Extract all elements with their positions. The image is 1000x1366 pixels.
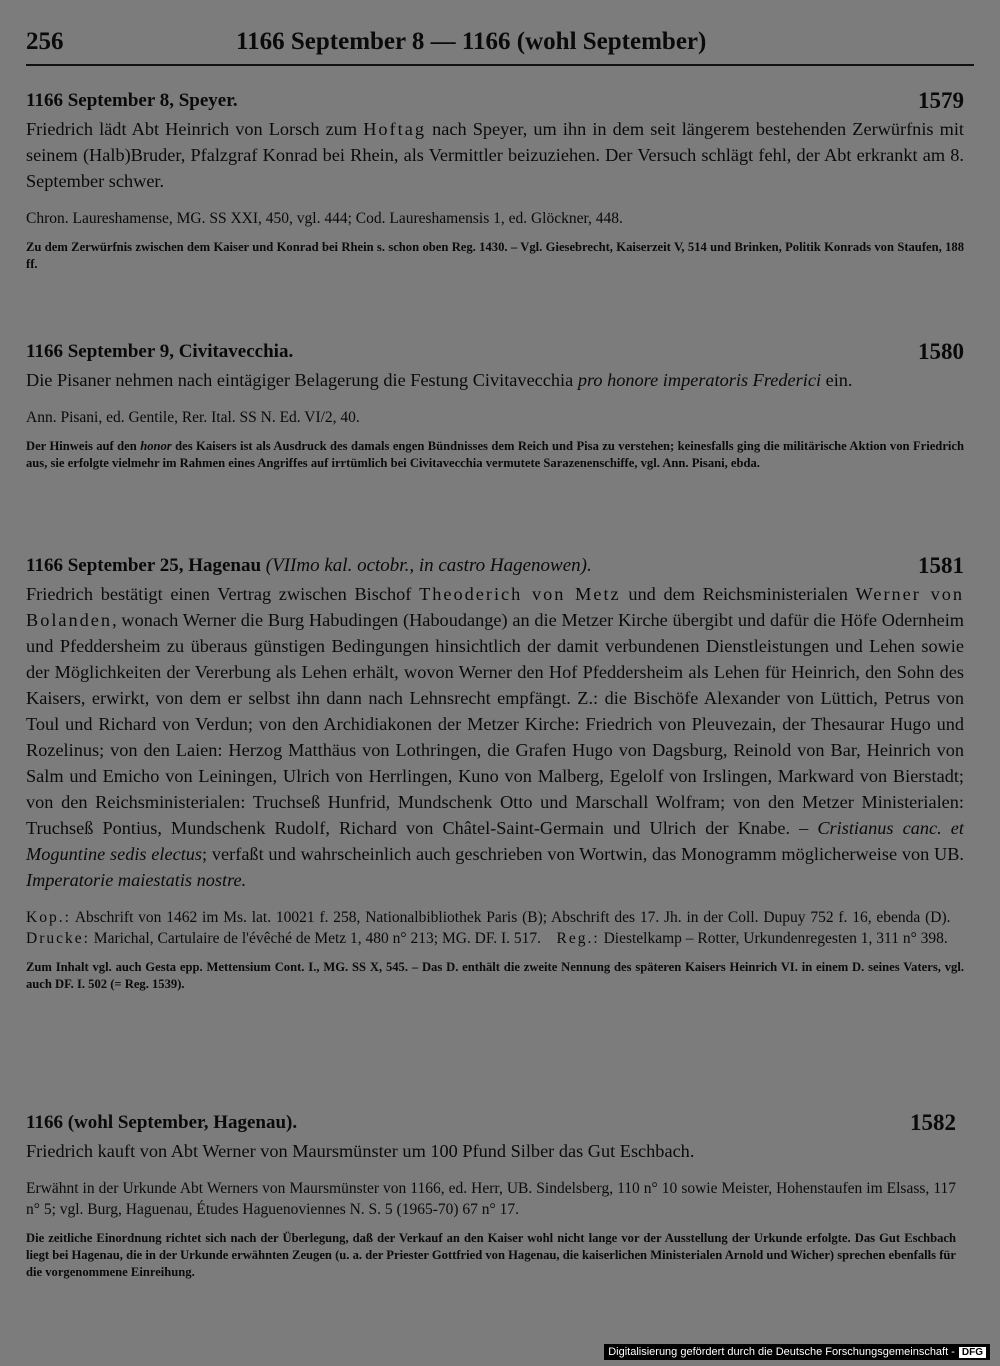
entry-head [26,88,964,116]
footer-text: Digitalisierung gefördert durch die Deutsche Forschungsgemeinschaft - [608,1346,955,1358]
page-number: 256 [26,28,64,55]
entry-text: Friedrich kauft von Abt Werner von Maursmünster um 100 Pfund Silber das Gut Eschbach. [26,1141,695,1161]
entry-number: 1580 [918,339,964,364]
entry-notes: Zu dem Zerwürfnis zwischen dem Kaiser und Konrad bei Rhein s. schon oben Reg. 1430. – Vgl. Giesebrecht, Kaiserzeit V, 514 und Brinken, Politik Konrads von Staufen, 188 ff. [26,240,964,271]
entry-1582 [26,1110,956,1281]
entry-date: 1166 September 8, Speyer. [26,90,238,111]
entry-sources: Ann. Pisani, ed. Gentile, Rer. Ital. SS N. Ed. VI/2, 40. [26,409,360,426]
entry-sources: Kop.: Abschrift von 1462 im Ms. lat. 10021 f. 258, Nationalbibliothek Paris (B); Abschrift des 17. Jh. in der Coll. Dupuy 752 f. 16, ebenda (D). Drucke: Marichal, Cartulaire de l'évêché de Metz 1, 480 n° 213; MG. DF. I. 517. Reg.: Diestelkamp – Rotter, Urkundenregesten 1, 311 n° 398. [26,909,951,947]
entry-date: 1166 September 9, Civitavecchia. [26,341,294,362]
entry-number: 1581 [918,553,964,578]
entry-head [26,1110,956,1138]
entry-date: 1166 September 25, Hagenau (VIImo kal. octobr., in castro Hagenowen). [26,555,592,576]
entry-text: Friedrich bestätigt einen Vertrag zwischen Bischof Theoderich von Metz und dem Reichsministerialen Werner von Bolanden, wonach Werner die Burg Habudingen (Haboudange) an die Metzer Kirche übergibt und dafür die Höfe Odernheim und Pfeddersheim zu überaus günstigen Bedingungen hinsichtlich der damit verbundenen Dienstleistungen und Lehen sowie der Möglichkeiten der Vererbung als Lehen erhält, wovon Werner den Hof Pfeddersheim als Lehen für Heinrich, den Sohn des Kaisers, erwirkt, von dem er selbst ihn dann nach Lehnsrecht empfängt. Z.: die Bischöfe Alexander von Lüttich, Petrus von Toul und Richard von Verdun; von den Archidiakonen der Metzer Kirche: Friedrich von Pleuvezain, der Thesaurar Hugo und Rozelinus; von den Laien: Herzog Matthäus von Lothringen, die Grafen Hugo von Dagsburg, Reinold von Bar, Heinrich von Salm und Emicho von Leiningen, Ulrich von Herrlingen, Kuno von Malberg, Egelolf von Irslingen, Markward von Bierstadt; von den Reichsministerialen: Truchseß Hunfrid, Mundschenk Otto und Marschall Wolfram; von den Metzer Ministerialen: Truchseß Pontius, Mundschenk Rudolf, Richard von Châtel-Saint-Germain und Ulrich der Knabe. – Cristianus canc. et Moguntine sedis electus; verfaßt und wahrscheinlich auch geschrieben von Wortwin, das Monogramm möglicherweise von UB. Imperatorie maiestatis nostre. [26,584,964,890]
entry-text: Friedrich lädt Abt Heinrich von Lorsch zum Hoftag nach Speyer, um ihn in dem seit längerem bestehenden Zerwürfnis mit seinem (Halb)Bruder, Pfalzgraf Konrad bei Rhein, als Vermittler beizuziehen. Der Versuch schlägt fehl, der Abt erkrankt am 8. September schwer. [26,119,964,191]
footer-credit [604,1344,990,1360]
running-head: 1166 September 8 — 1166 (wohl September) [236,28,707,55]
entry-text: Die Pisaner nehmen nach eintägiger Belagerung die Festung Civitavecchia pro honore imperatoris Frederici ein. [26,370,853,390]
entry-sources: Erwähnt in der Urkunde Abt Werners von Maursmünster von 1166, ed. Herr, UB. Sindelsberg, 110 n° 10 sowie Meister, Hohenstaufen im Elsass, 117 n° 5; vgl. Burg, Haguenau, Études Haguenoviennes N. S. 5 (1965-70) 67 n° 17. [26,1180,956,1218]
entry-sources: Chron. Laureshamense, MG. SS XXI, 450, vgl. 444; Cod. Laureshamensis 1, ed. Glöckner, 448. [26,210,623,227]
entry-1581 [26,553,964,993]
entry-head [26,553,964,581]
page-header [26,28,974,66]
entry-notes: Der Hinweis auf den honor des Kaisers ist als Ausdruck des damals engen Bündnisses dem Reich und Pisa zu verstehen; keinesfalls ging die militärische Aktion von Friedrich aus, sie erfolgte vielmehr im Rahmen eines Angriffes auf irrtümlich bei Civitavecchia vermutete Sarazenenschiffe, vgl. Ann. Pisani, ebda. [26,439,964,470]
entry-number: 1582 [910,1110,956,1135]
entry-date-italic: (VIImo kal. octobr., in castro Hagenowen). [265,555,592,576]
entry-1580 [26,339,964,472]
dfg-logo-icon: DFG [959,1347,986,1358]
entry-1579 [26,88,964,273]
entry-notes: Die zeitliche Einordnung richtet sich nach der Überlegung, daß der Verkauf an den Kaiser wohl nicht lange vor der Ausstellung der Urkunde erfolgte. Das Gut Eschbach liegt bei Hagenau, die in der Urkunde erwähnten Zeugen (u. a. der Priester Gottfried von Hagenau, die kaiserlichen Ministerialen Arnold und Wicher) sprechen ebenfalls für die vorgenommene Einreihung. [26,1231,956,1279]
entry-notes: Zum Inhalt vgl. auch Gesta epp. Mettensium Cont. I., MG. SS X, 545. – Das D. enthält die zweite Nennung des späteren Kaisers Heinrich VI. in einem D. seines Vaters, vgl. auch DF. I. 502 (= Reg. 1539). [26,960,964,991]
entry-number: 1579 [918,88,964,113]
entry-date: 1166 (wohl September, Hagenau). [26,1112,298,1133]
entry-head [26,339,964,367]
